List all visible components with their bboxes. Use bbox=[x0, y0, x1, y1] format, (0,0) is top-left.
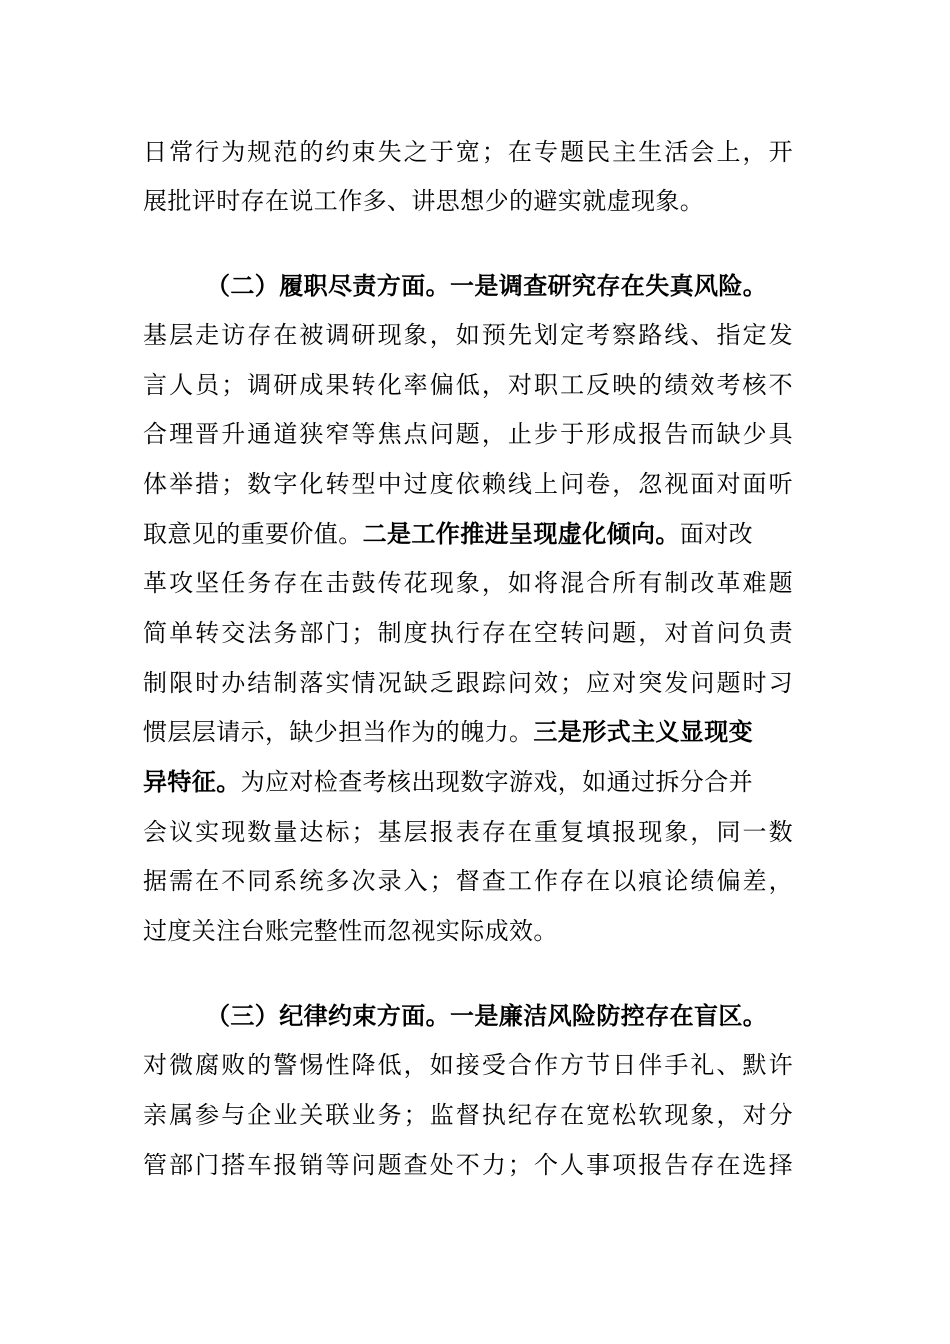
body-text-line bbox=[143, 514, 793, 554]
section-heading-line bbox=[206, 266, 856, 306]
body-text-line bbox=[143, 762, 793, 802]
body-text-line: 对微腐败的警惕性降低，如接受合作方节日伴手礼、默许 bbox=[143, 1051, 793, 1079]
body-text-line: 展批评时存在说工作多、讲思想少的避实就虚现象。 bbox=[143, 187, 705, 215]
body-text-line: 基层走访存在被调研现象，如预先划定考察路线、指定发 bbox=[143, 321, 793, 349]
section-heading-line bbox=[206, 996, 856, 1036]
point-title: 异特征。 bbox=[143, 768, 241, 796]
body-text-line: 管部门搭车报销等问题查处不力；个人事项报告存在选择 bbox=[143, 1151, 793, 1179]
body-text: 取意见的重要价值。 bbox=[143, 520, 363, 548]
point-title: 一是廉洁风险防控存在盲区。 bbox=[450, 1002, 768, 1030]
body-text-line: 制限时办结制落实情况缺乏跟踪问效；应对突发问题时习 bbox=[143, 669, 793, 697]
body-text-line: 亲属参与企业关联业务；监督执纪存在宽松软现象，对分 bbox=[143, 1101, 793, 1129]
body-text-line: 体举措；数字化转型中过度依赖线上问卷，忽视面对面听 bbox=[143, 470, 793, 498]
body-text-line: 合理晋升通道狭窄等焦点问题，止步于形成报告而缺少具 bbox=[143, 420, 793, 448]
body-text-line: 革攻坚任务存在击鼓传花现象，如将混合所有制改革难题 bbox=[143, 569, 793, 597]
body-text-line: 据需在不同系统多次录入；督查工作存在以痕论绩偏差， bbox=[143, 867, 793, 895]
point-title: 三是形式主义显现变 bbox=[533, 718, 754, 746]
body-text: 为应对检查考核出现数字游戏，如通过拆分合并 bbox=[240, 768, 754, 796]
body-text-line: 过度关注台账完整性而忽视实际成效。 bbox=[143, 917, 558, 945]
body-text: 惯层层请示，缺少担当作为的魄力。 bbox=[143, 718, 534, 746]
point-title: 一是调查研究存在失真风险。 bbox=[450, 272, 768, 300]
body-text-line bbox=[143, 712, 793, 752]
section-heading: （二）履职尽责方面。 bbox=[206, 272, 450, 300]
section-heading: （三）纪律约束方面。 bbox=[206, 1002, 450, 1030]
body-text-line: 日常行为规范的约束失之于宽；在专题民主生活会上，开 bbox=[143, 138, 793, 166]
body-text-line: 会议实现数量达标；基层报表存在重复填报现象，同一数 bbox=[143, 818, 793, 846]
body-text-line: 言人员；调研成果转化率偏低，对职工反映的绩效考核不 bbox=[143, 371, 793, 399]
body-text: 面对改 bbox=[679, 520, 754, 548]
body-text-line: 简单转交法务部门；制度执行存在空转问题，对首问负责 bbox=[143, 619, 793, 647]
point-title: 二是工作推进呈现虚化倾向。 bbox=[362, 520, 680, 548]
